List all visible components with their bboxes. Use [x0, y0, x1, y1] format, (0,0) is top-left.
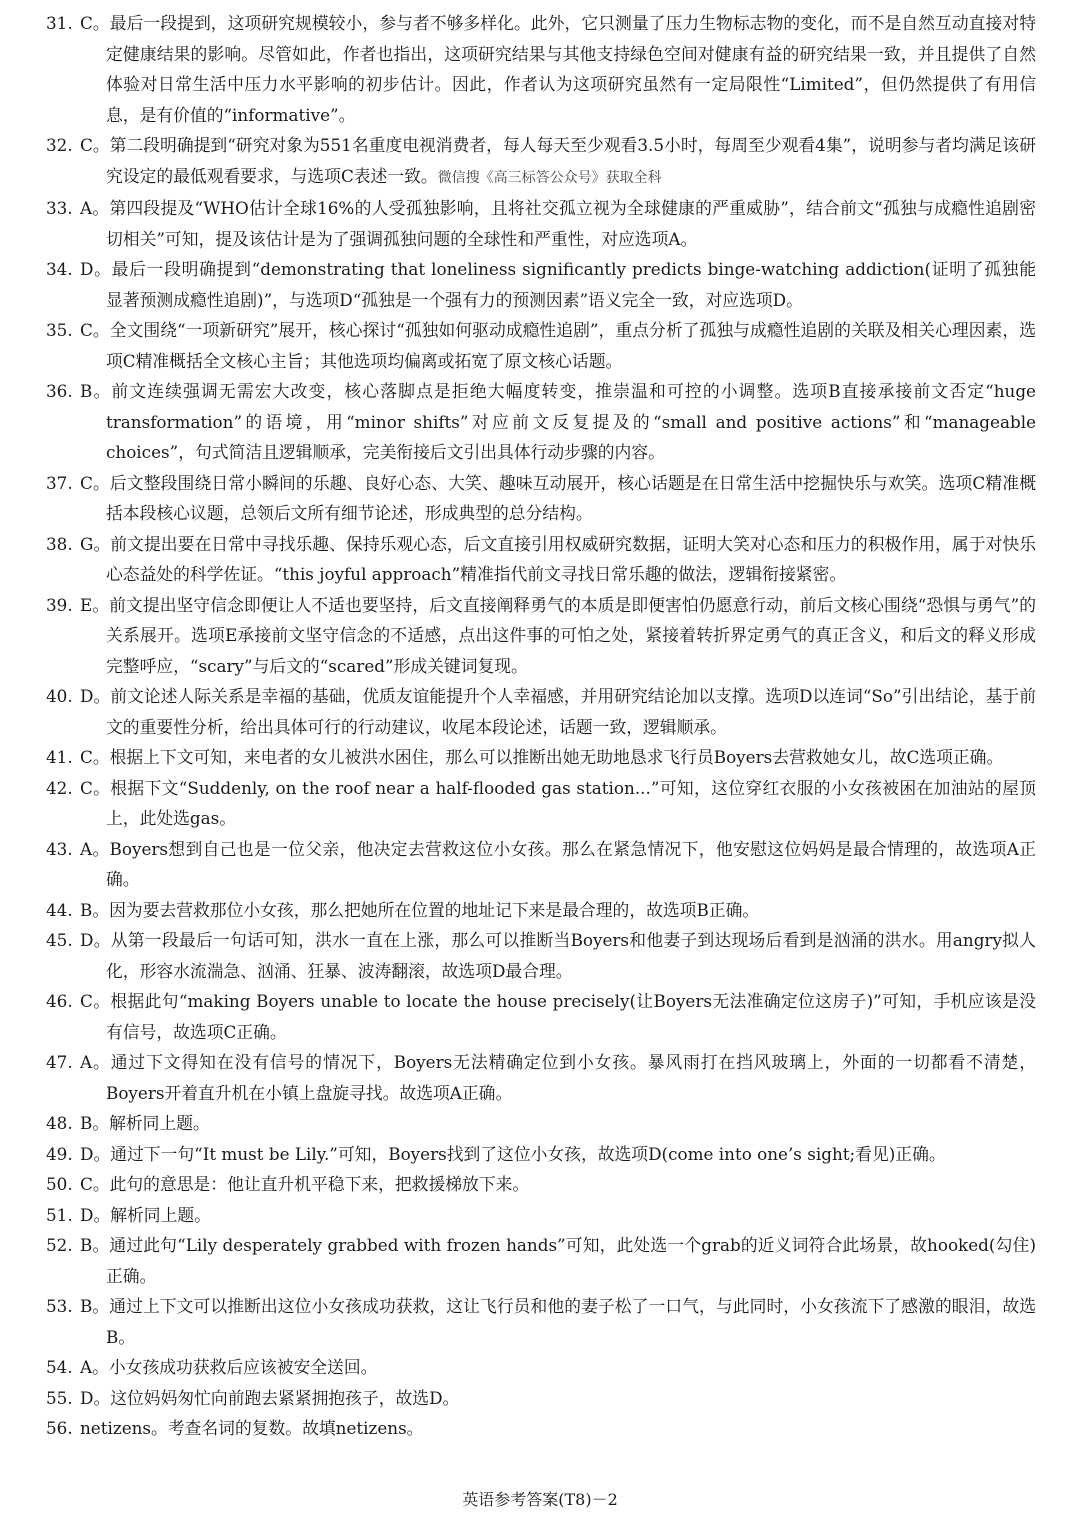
answer-text: B。解析同上题。 — [80, 1113, 210, 1133]
answer-text: B。通过此句“Lily desperately grabbed with frozen hands”可知，此处选一个grab的近义词符合此场景，故hooked(勾住)正确。 — [80, 1235, 1036, 1286]
answer-item — [46, 1230, 1036, 1291]
answer-item — [46, 834, 1036, 895]
answer-explanation — [46, 254, 1036, 315]
answer-item — [46, 1200, 1036, 1231]
answer-explanation — [46, 834, 1036, 895]
answer-explanation — [46, 986, 1036, 1047]
answer-text: A。Boyers想到自己也是一位父亲，他决定去营救这位小女孩。那么在紧急情况下，他安慰这位妈妈是最合情理的，故选项A正确。 — [80, 838, 1036, 889]
answer-explanation — [46, 8, 1036, 130]
answer-text: C。根据此句“making Boyers unable to locate the house precisely(让Boyers无法准确定位这房子)”可知，手机应该是没有信号，故选项C正确。 — [80, 991, 1036, 1042]
answer-number: 55. — [46, 1387, 73, 1408]
answer-item — [46, 986, 1036, 1047]
answer-item — [46, 8, 1036, 130]
answer-text: netizens。考查名词的复数。故填netizens。 — [80, 1418, 424, 1438]
answer-number: 36. — [46, 381, 73, 401]
answer-number: 44. — [46, 899, 73, 920]
answer-text: C。根据上下文可知，来电者的女儿被洪水困住，那么可以推断出她无助地恳求飞行员Boyers去营救她女儿，故C选项正确。 — [80, 747, 1004, 767]
answer-text: D。从第一段最后一句话可知，洪水一直在上涨，那么可以推断当Boyers和他妻子到达现场后看到是汹涌的洪水。用angry拟人化，形容水流湍急、汹涌、狂暴、波涛翻滚，故选项D最合理。 — [80, 930, 1036, 981]
answer-item — [46, 742, 1036, 773]
answer-explanation — [46, 1352, 1036, 1383]
answer-text: C。全文围绕“一项新研究”展开，核心探讨“孤独如何驱动成瘾性追剧”，重点分析了孤独与成瘾性追剧的关联及相关心理因素，选项C精准概括全文核心主旨；其他选项均偏离或拓宽了原文核心话题。 — [80, 320, 1036, 371]
answer-number: 35. — [46, 320, 73, 340]
answer-explanation — [46, 1230, 1036, 1291]
answer-explanation — [46, 376, 1036, 468]
answer-text: D。通过下一句“It must be Lily.”可知，Boyers找到了这位小女孩，故选项D(come into one’s sight;看见)正确。 — [80, 1143, 946, 1164]
answer-item — [46, 1352, 1036, 1383]
answer-item — [46, 1108, 1036, 1139]
answer-item — [46, 1291, 1036, 1352]
answer-text: C。第二段明确提到“研究对象为551名重度电视消费者，每人每天至少观看3.5小时，每周至少观看4集”，说明参与者均满足该研究设定的最低观看要求，与选项C表述一致。 — [80, 135, 1036, 186]
answer-explanation — [46, 315, 1036, 376]
answer-number: 49. — [46, 1143, 73, 1164]
answer-number: 45. — [46, 930, 73, 950]
answer-explanation — [46, 1383, 1036, 1414]
answer-text: A。小女孩成功获救后应该被安全送回。 — [80, 1357, 378, 1377]
answer-explanation — [46, 529, 1036, 590]
answer-explanation — [46, 925, 1036, 986]
answer-item — [46, 1413, 1036, 1444]
answer-number: 40. — [46, 686, 73, 706]
answer-explanation — [46, 742, 1036, 773]
answer-explanation — [46, 1413, 1036, 1444]
answer-explanation — [46, 590, 1036, 682]
answer-explanation — [46, 1108, 1036, 1139]
answer-item — [46, 1139, 1036, 1170]
answer-item — [46, 1047, 1036, 1108]
answer-number: 43. — [46, 838, 73, 859]
answer-explanation — [46, 1139, 1036, 1170]
answer-number: 31. — [46, 13, 73, 33]
answer-number: 46. — [46, 991, 73, 1011]
answer-item — [46, 529, 1036, 590]
answer-text: G。前文提出要在日常中寻找乐趣、保持乐观心态，后文直接引用权威研究数据，证明大笑对心态和压力的积极作用，属于对快乐心态益处的科学佐证。“this joyful approach”精准指代前文寻找日常乐趣的做法，逻辑衔接紧密。 — [80, 533, 1036, 584]
answer-item — [46, 468, 1036, 529]
answer-text: E。前文提出坚守信念即便让人不适也要坚持，后文直接阐释勇气的本质是即便害怕仍愿意行动，前后文核心围绕“恐惧与勇气”的关系展开。选项E承接前文坚守信念的不适感，点出这件事的可怕之处，紧接着转折界定勇气的真正含义，和后文的释义形成完整呼应，“scary”与后文的“scared”形成关键词复现。 — [80, 594, 1036, 676]
answer-item — [46, 254, 1036, 315]
answer-explanation — [46, 1291, 1036, 1352]
answer-number: 51. — [46, 1204, 73, 1225]
answer-number: 34. — [46, 259, 73, 279]
answer-explanation — [46, 193, 1036, 254]
answer-number: 32. — [46, 135, 73, 155]
answer-explanation — [46, 895, 1036, 926]
answer-number: 54. — [46, 1357, 73, 1377]
answer-item — [46, 315, 1036, 376]
answer-item — [46, 1383, 1036, 1414]
answer-item — [46, 895, 1036, 926]
answer-number: 38. — [46, 533, 73, 554]
watermark-text: 微信搜《高三标答公众号》获取全科 — [437, 169, 662, 186]
answer-text: B。前文连续强调无需宏大改变，核心落脚点是拒绝大幅度转变，推崇温和可控的小调整。选项B直接承接前文否定“huge transformation”的语境，用“minor shifts”对应前文反复提及的“small and positive actions”和“manageable choices”，句式简洁且逻辑顺承，完美衔接后文引出具体行动步骤的内容。 — [80, 381, 1036, 462]
answer-text: C。后文整段围绕日常小瞬间的乐趣、良好心态、大笑、趣味互动展开，核心话题是在日常生活中挖掘快乐与欢笑。选项C精准概括本段核心议题，总领后文所有细节论述，形成典型的总分结构。 — [80, 472, 1036, 523]
answer-item — [46, 773, 1036, 834]
answer-text: B。通过上下文可以推断出这位小女孩成功获救，这让飞行员和他的妻子松了一口气，与此同时，小女孩流下了感激的眼泪，故选B。 — [80, 1296, 1036, 1347]
answer-explanation — [46, 1200, 1036, 1231]
answer-text: D。这位妈妈匆忙向前跑去紧紧拥抱孩子，故选D。 — [80, 1387, 460, 1408]
answer-number: 33. — [46, 198, 73, 218]
answer-explanation — [46, 468, 1036, 529]
answer-item — [46, 925, 1036, 986]
answer-number: 47. — [46, 1052, 73, 1072]
page-footer: 英语参考答案(T8)－2 — [462, 1490, 618, 1509]
answer-number: 39. — [46, 594, 73, 615]
answer-number: 53. — [46, 1296, 73, 1316]
answer-number: 41. — [46, 747, 73, 767]
answer-number: 52. — [46, 1235, 73, 1255]
answer-explanation — [46, 773, 1036, 834]
answer-text: D。解析同上题。 — [80, 1204, 211, 1225]
answer-text: B。因为要去营救那位小女孩，那么把她所在位置的地址记下来是最合理的，故选项B正确。 — [80, 899, 760, 920]
answer-number: 37. — [46, 472, 73, 493]
answer-list — [46, 8, 1036, 1444]
answer-text: D。最后一段明确提到“demonstrating that loneliness significantly predicts binge-watching addiction(证明了孤独能显著预测成瘾性追剧)”，与选项D“孤独是一个强有力的预测因素”语义完全一致，对应选项D。 — [80, 259, 1036, 310]
answer-number: 56. — [46, 1418, 73, 1438]
answer-item — [46, 130, 1036, 193]
answer-item — [46, 1169, 1036, 1200]
answer-text: A。通过下文得知在没有信号的情况下，Boyers无法精确定位到小女孩。暴风雨打在挡风玻璃上，外面的一切都看不清楚，Boyers开着直升机在小镇上盘旋寻找。故选项A正确。 — [80, 1052, 1036, 1103]
answer-text: C。此句的意思是：他让直升机平稳下来，把救援梯放下来。 — [80, 1174, 530, 1194]
answer-text: D。前文论述人际关系是幸福的基础，优质友谊能提升个人幸福感，并用研究结论加以支撑。选项D以连词“So”引出结论，基于前文的重要性分析，给出具体可行的行动建议，收尾本段论述，话题一致，逻辑顺承。 — [80, 686, 1036, 737]
answer-item — [46, 590, 1036, 682]
answer-text: C。最后一段提到，这项研究规模较小，参与者不够多样化。此外，它只测量了压力生物标志物的变化，而不是自然互动直接对特定健康结果的影响。尽管如此，作者也指出，这项研究结果与其他支持绿色空间对健康有益的研究结果一致，并且提供了自然体验对日常生活中压力水平影响的初步估计。因此，作者认为这项研究虽然有一定局限性“Limited”，但仍然提供了有用信息，是有价值的“informative”。 — [80, 13, 1036, 125]
answer-number: 42. — [46, 777, 73, 798]
answer-item — [46, 193, 1036, 254]
answer-item — [46, 376, 1036, 468]
answer-number: 50. — [46, 1174, 73, 1194]
answer-number: 48. — [46, 1113, 73, 1133]
answer-text: C。根据下文“Suddenly, on the roof near a half-flooded gas station...”可知，这位穿红衣服的小女孩被困在加油站的屋顶上，此处选gas。 — [80, 777, 1036, 828]
answer-text: A。第四段提及“WHO估计全球16%的人受孤独影响，且将社交孤立视为全球健康的严重威胁”，结合前文“孤独与成瘾性追剧密切相关”可知，提及该估计是为了强调孤独问题的全球性和严重性，对应选项A。 — [80, 198, 1036, 249]
answer-explanation — [46, 1169, 1036, 1200]
answer-item — [46, 681, 1036, 742]
answer-explanation — [46, 681, 1036, 742]
answer-explanation — [46, 130, 1036, 193]
answer-explanation — [46, 1047, 1036, 1108]
